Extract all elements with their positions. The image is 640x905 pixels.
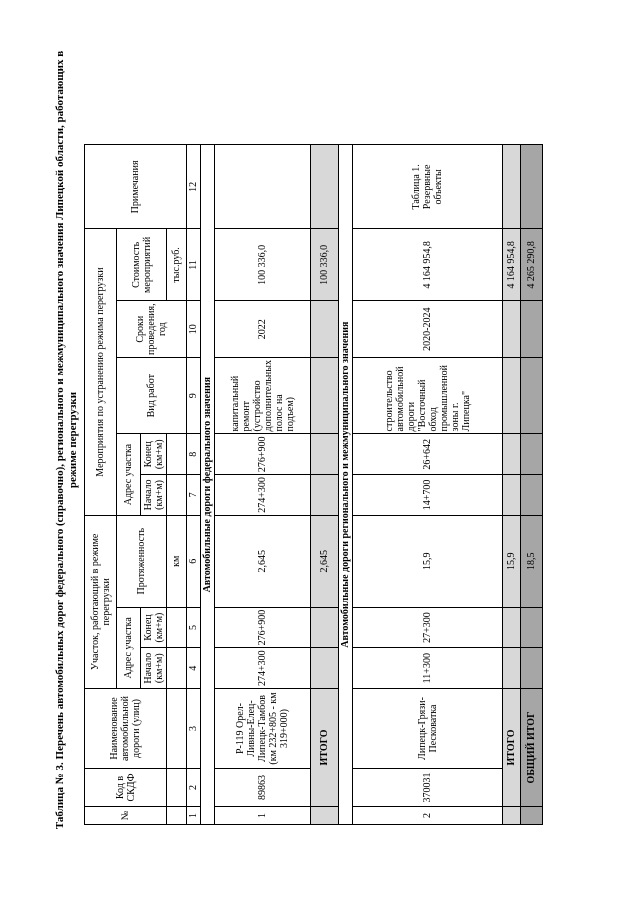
table-row — [353, 145, 503, 825]
col-number: 8 — [187, 434, 201, 475]
row-work-type: капитальный ремонт (устройство дополнительных полос на подъем) — [215, 358, 311, 434]
row-period: 2020-2024 — [353, 301, 503, 358]
row-measure-end: 276+900 — [215, 434, 311, 475]
subtotal-federal-length: 2,645 — [311, 515, 339, 607]
row-end: 27+300 — [353, 607, 503, 648]
table-title: Таблица № 3. Перечень автомобильных дорог федерального (справочно), регионального и межмуниципального значения Липецкой области, работающих в режиме перегрузки — [54, 50, 79, 830]
header-spacer — [167, 475, 187, 516]
subtotal-spacer — [503, 807, 521, 825]
col-number: 5 — [187, 607, 201, 648]
total-spacer — [521, 145, 543, 229]
subtotal-spacer — [311, 807, 339, 825]
header-spacer — [167, 607, 187, 648]
header-spacer — [167, 434, 187, 475]
header-num: № — [85, 807, 167, 825]
total-spacer — [521, 607, 543, 648]
row-road-name: Липецк-Грязи-Песковатка — [353, 689, 503, 769]
header-start2: Начало (км+м) — [141, 475, 167, 516]
row-measure-start: 274+300 — [215, 475, 311, 516]
subtotal-spacer — [503, 145, 521, 229]
total-spacer — [521, 358, 543, 434]
subtotal-spacer — [503, 475, 521, 516]
header-end: Конец (км+м) — [141, 607, 167, 648]
total-spacer — [521, 301, 543, 358]
col-number: 10 — [187, 301, 201, 358]
subtotal-spacer — [311, 434, 339, 475]
col-number: 9 — [187, 358, 201, 434]
subtotal-spacer — [311, 475, 339, 516]
row-measure-start: 14+700 — [353, 475, 503, 516]
subtotal-federal-label: ИТОГО — [311, 689, 339, 807]
header-spacer — [167, 648, 187, 689]
total-spacer — [521, 648, 543, 689]
subtotal-spacer — [503, 648, 521, 689]
row-code: 89863 — [215, 769, 311, 807]
col-number: 2 — [187, 769, 201, 807]
header-code: Код в СКДФ — [85, 769, 167, 807]
col-number: 12 — [187, 145, 201, 229]
subtotal-spacer — [503, 607, 521, 648]
header-spacer — [167, 689, 187, 769]
header-address: Адрес участка — [117, 607, 141, 688]
row-code: 370031 — [353, 769, 503, 807]
row-period: 2022 — [215, 301, 311, 358]
col-number: 3 — [187, 689, 201, 769]
header-address2: Адрес участка — [117, 434, 141, 515]
subtotal-spacer — [503, 434, 521, 475]
header-section-group: Участок, работающий в режиме перегрузки — [85, 515, 117, 688]
subtotal-federal-cost: 100 336,0 — [311, 229, 339, 301]
row-cost: 100 336,0 — [215, 229, 311, 301]
grand-total-length: 18,5 — [521, 515, 543, 607]
row-note — [215, 145, 311, 229]
header-period: Сроки проведения, год — [117, 301, 187, 358]
row-start: 274+300 — [215, 648, 311, 689]
section-regional: Автомобильные дороги регионального и межмуниципального значения — [339, 145, 353, 825]
col-number: 4 — [187, 648, 201, 689]
row-start: 11+300 — [353, 648, 503, 689]
row-cost: 4 164 954,8 — [353, 229, 503, 301]
grand-total-cost: 4 265 290,8 — [521, 229, 543, 301]
header-spacer — [167, 807, 187, 825]
header-spacer — [167, 769, 187, 807]
total-spacer — [521, 807, 543, 825]
subtotal-regional-cost: 4 164 954,8 — [503, 229, 521, 301]
subtotal-spacer — [311, 145, 339, 229]
col-number: 7 — [187, 475, 201, 516]
row-num: 2 — [353, 807, 503, 825]
header-work-type: Вид работ — [117, 358, 187, 434]
row-note: Таблица 1. Резервные объекты — [353, 145, 503, 229]
col-number: 11 — [187, 229, 201, 301]
subtotal-spacer — [311, 648, 339, 689]
subtotal-federal-row — [311, 145, 339, 825]
header-unit-km: км — [167, 515, 187, 607]
grand-total-label: ОБЩИЙ ИТОГ — [521, 689, 543, 807]
table-row — [215, 145, 311, 825]
header-start: Начало (км+м) — [141, 648, 167, 689]
subtotal-spacer — [503, 358, 521, 434]
col-number: 6 — [187, 515, 201, 607]
header-measures-group: Мероприятия по устранению режима перегрузки — [85, 229, 117, 515]
col-number: 1 — [187, 807, 201, 825]
row-measure-end: 26+642 — [353, 434, 503, 475]
header-end2: Конец (км+м) — [141, 434, 167, 475]
total-spacer — [521, 434, 543, 475]
subtotal-regional-length: 15,9 — [503, 515, 521, 607]
section-federal: Автомобильные дороги федерального значения — [201, 145, 215, 825]
overload-roads-table — [84, 144, 543, 825]
header-notes: Примечания — [85, 145, 187, 229]
subtotal-spacer — [311, 358, 339, 434]
subtotal-regional-row — [503, 145, 521, 825]
subtotal-spacer — [503, 301, 521, 358]
header-cost: Стоимость мероприятий — [117, 229, 167, 301]
header-length: Протяженность — [117, 515, 167, 607]
header-unit-cost: тыс.руб. — [167, 229, 187, 301]
header-road-name: Наименование автомобильной дороги (улиц) — [85, 689, 167, 769]
subtotal-spacer — [311, 301, 339, 358]
row-length: 15,9 — [353, 515, 503, 607]
row-road-name: Р-119 Орел-Ливны-Елец-Липецк-Тамбов (км 232+805 - км 319+000) — [215, 689, 311, 769]
row-num: 1 — [215, 807, 311, 825]
row-length: 2,645 — [215, 515, 311, 607]
subtotal-regional-label: ИТОГО — [503, 689, 521, 807]
row-end: 276+900 — [215, 607, 311, 648]
grand-total-row — [521, 145, 543, 825]
subtotal-spacer — [311, 607, 339, 648]
row-work-type: строительство автомобильной дороги "Восточный обход промышленной зоны г. Липецка" — [353, 358, 503, 434]
total-spacer — [521, 475, 543, 516]
